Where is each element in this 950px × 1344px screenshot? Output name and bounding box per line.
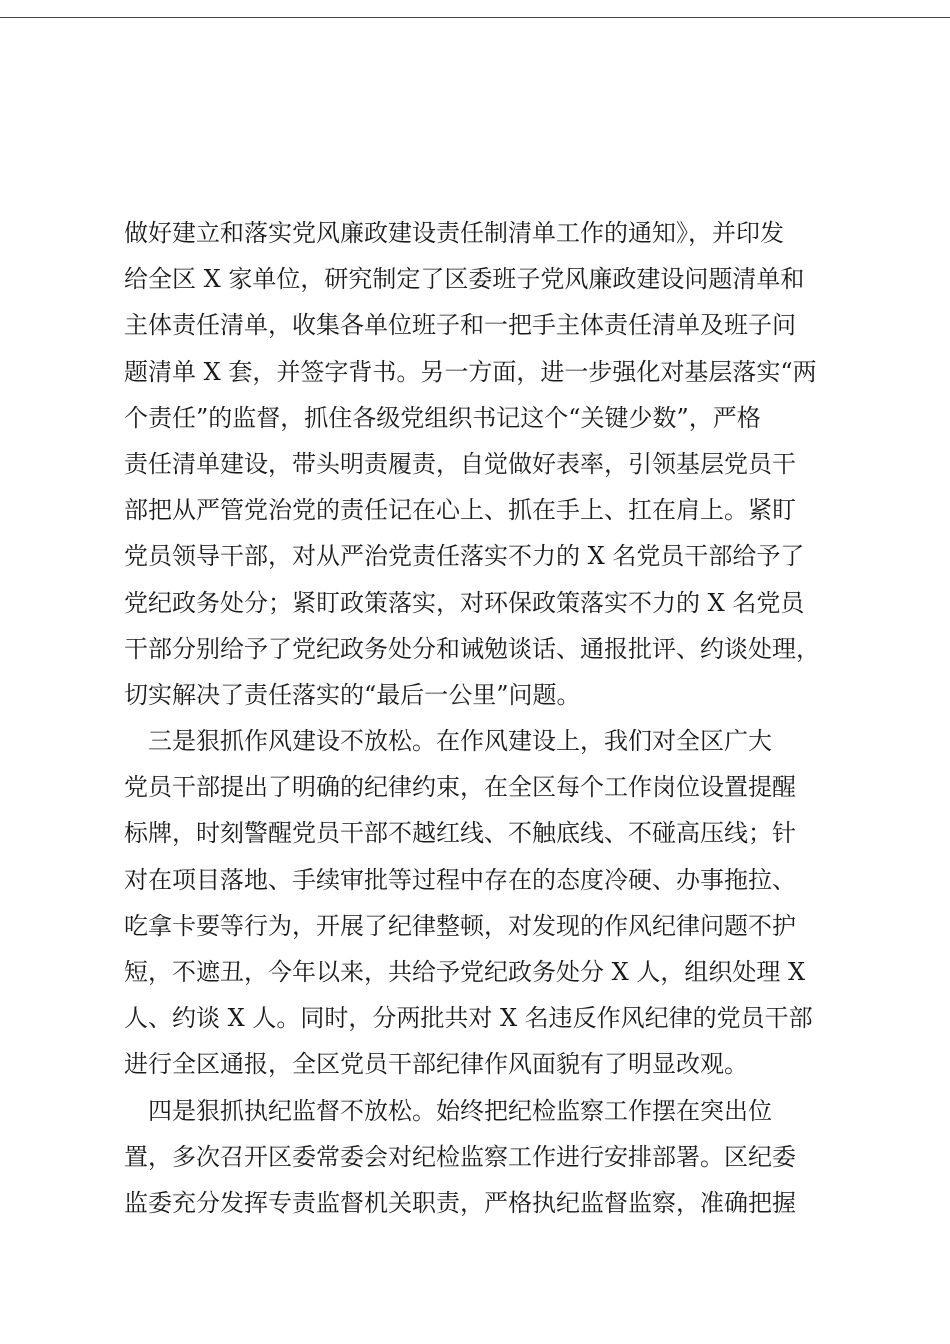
text-line: 进行全区通报，全区党员干部纪律作风面貌有了明显改观。: [124, 1050, 748, 1079]
text-line: 给全区 X 家单位，研究制定了区委班子党风廉政建设问题清单和: [124, 265, 805, 294]
text-line: 党员干部提出了明确的纪律约束，在全区每个工作岗位设置提醒: [124, 773, 796, 802]
text-line: 监委充分发挥专责监督机关职责，严格执纪监督监察，准确把握: [124, 1188, 796, 1217]
text-line: 切实解决了责任落实的“最后一公里”问题。: [124, 680, 581, 709]
paragraph-start-line: 三是狠抓作风建设不放松。在作风建设上，我们对全区广大: [124, 727, 772, 756]
text-line: 标牌，时刻警醒党员干部不越红线、不触底线、不碰高压线；针: [124, 819, 796, 848]
document-body: [124, 210, 824, 1226]
text-line: 置，多次召开区委常委会对纪检监察工作进行安排部署。区纪委: [124, 1142, 796, 1171]
paragraph-start-line: 四是狠抓执纪监督不放松。始终把纪检监察工作摆在突出位: [124, 1096, 772, 1125]
text-line: 人、约谈 X 人。同时，分两批共对 X 名违反作风纪律的党员干部: [124, 1004, 813, 1033]
text-line: 做好建立和落实党风廉政建设责任制清单工作的通知》，并印发: [124, 219, 784, 247]
text-line: 对在项目落地、手续审批等过程中存在的态度冷硬、办事拖拉、: [124, 865, 796, 894]
text-line: 责任清单建设，带头明责履责，自觉做好表率，引领基层党员干: [124, 449, 796, 478]
text-line: 个责任”的监督，抓住各级党组织书记这个“关键少数”，严格: [124, 403, 761, 432]
text-line: 主体责任清单，收集各单位班子和一把手主体责任清单及班子问: [124, 311, 796, 340]
text-line: 题清单 X 套，并签字背书。另一方面，进一步强化对基层落实“两: [124, 357, 817, 386]
text-line: 党员领导干部，对从严治党责任落实不力的 X 名党员干部给予了: [124, 542, 805, 571]
text-line: 党纪政务处分；紧盯政策落实，对环保政策落实不力的 X 名党员: [124, 588, 805, 617]
text-line: 吃拿卡要等行为，开展了纪律整顿，对发现的作风纪律问题不护: [124, 911, 796, 940]
header-rule: [0, 17, 950, 18]
text-line: 部把从严管党治党的责任记在心上、抓在手上、扛在肩上。紧盯: [124, 496, 796, 525]
text-line: 短，不遮丑，今年以来，共给予党纪政务处分 X 人，组织处理 X: [124, 958, 806, 986]
text-line: 干部分别给予了党纪政务处分和诫勉谈话、通报批评、约谈处理，: [124, 634, 820, 663]
